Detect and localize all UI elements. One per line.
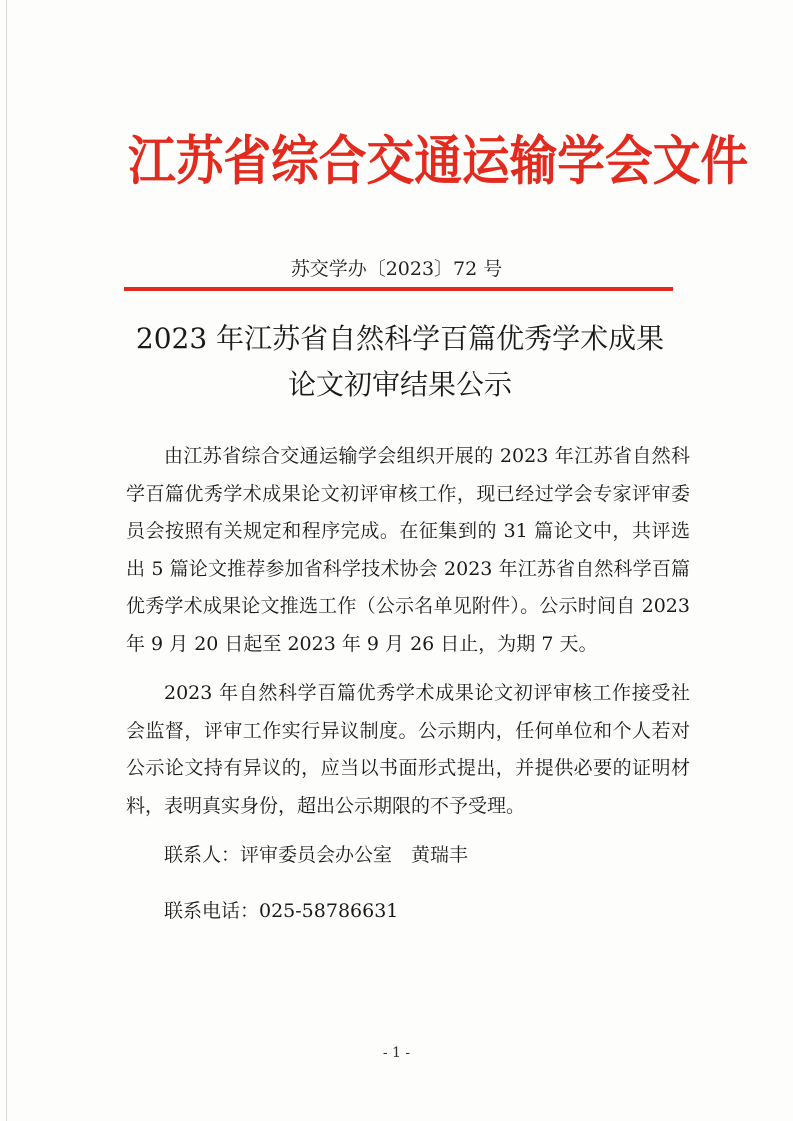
org-masthead-title: 江苏省综合交通运输学会文件 bbox=[128, 130, 749, 192]
document-body bbox=[126, 438, 690, 930]
body-paragraph-2: 2023 年自然科学百篇优秀学术成果论文初评审核工作接受社会监督，评审工作实行异议制度。公示期内，任何单位和个人若对公示论文持有异议的，应当以书面形式提出，并提供必要的证明材料，表明真实身份，超出公示期限的不予受理。 bbox=[126, 682, 690, 817]
title-line-1: 2023 年江苏省自然科学百篇优秀学术成果 bbox=[135, 322, 665, 355]
contact-phone: 联系电话：025-58786631 bbox=[164, 899, 399, 922]
page-number: - 1 - bbox=[382, 1045, 411, 1061]
document-title bbox=[110, 316, 690, 408]
contact-person: 联系人：评审委员会办公室 黄瑞丰 bbox=[164, 844, 469, 866]
title-line-2: 论文初审结果公示 bbox=[287, 368, 512, 401]
document-number: 苏交学办〔2023〕72 号 bbox=[290, 258, 503, 280]
body-paragraph-1: 由江苏省综合交通运输学会组织开展的 2023 年江苏省自然科学百篇优秀学术成果论文初评审核工作，现已经过学会专家评审委员会按照有关规定和程序完成。在征集到的 31 篇论文中，共评选出 5 篇论文推荐参加省科学技术协会 2023 年江苏省自然科学百篇优秀学术成果论文推选工作（公示名单见附件）。公示时间自 2023 年 9 月 20 日起至 2023 年 9 月 26 日止，为期 7 天。 bbox=[126, 445, 690, 655]
red-divider-line bbox=[124, 287, 673, 291]
page-edge-line bbox=[6, 0, 7, 1121]
